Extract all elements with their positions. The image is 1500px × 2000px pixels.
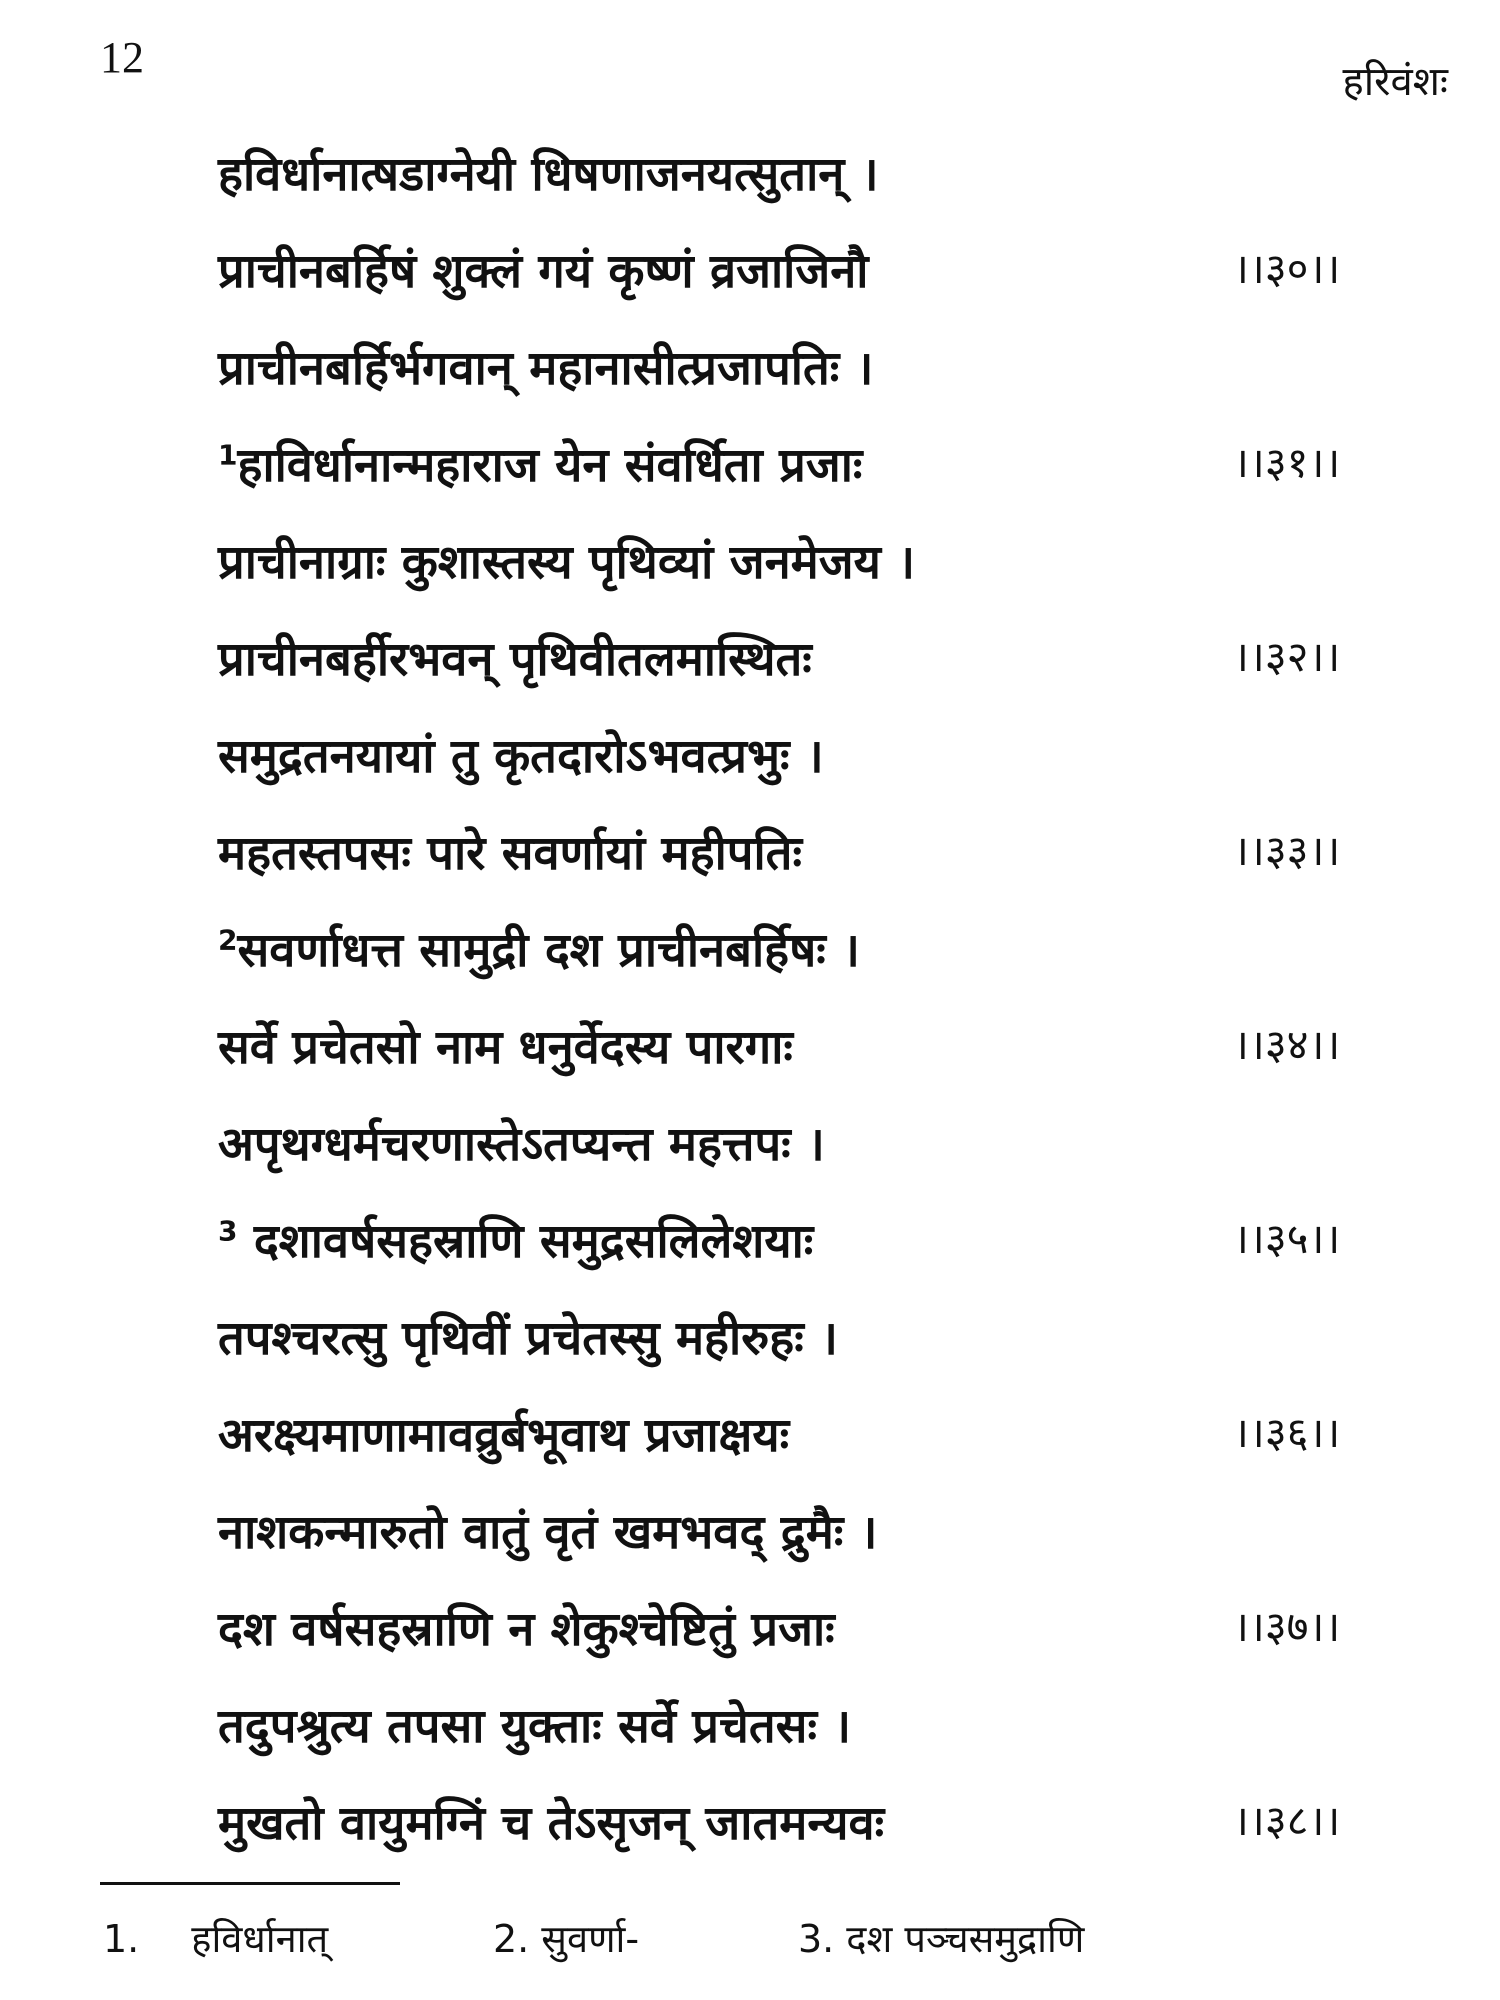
verse-text bbox=[218, 237, 868, 301]
verse-text-body: अरक्ष्यमाणामावव्रुर्बभूवाथ प्रजाक्षयः bbox=[218, 1408, 790, 1463]
verse-text-body: हविर्धानात्षडाग्नेयी धिषणाजनयत्सुतान् । bbox=[218, 147, 879, 202]
footnote bbox=[103, 1912, 328, 1964]
verse-text bbox=[218, 1304, 838, 1368]
verse-text-body: दश वर्षसहस्राणि न शेकुश्चेष्टितुं प्रजाः bbox=[218, 1602, 835, 1657]
footnote-number: 1. bbox=[103, 1917, 140, 1961]
verse-number: ।।३२।। bbox=[1233, 632, 1341, 681]
verse-number: ।।३०।। bbox=[1233, 244, 1341, 293]
page-number: 12 bbox=[100, 33, 144, 82]
verse-text bbox=[218, 1498, 878, 1562]
footnote bbox=[493, 1912, 639, 1964]
verse-line bbox=[0, 811, 1500, 908]
verse-text-body: मुखतो वायुमग्निं च तेऽसृजन् जातमन्यवः bbox=[218, 1796, 885, 1851]
verse-line bbox=[0, 1781, 1500, 1878]
verse-text bbox=[218, 1013, 793, 1077]
footnote-number: 3. bbox=[798, 1917, 835, 1961]
verse-line bbox=[0, 423, 1500, 520]
verse-number: ।।३५।। bbox=[1233, 1214, 1341, 1263]
verse-text bbox=[218, 916, 860, 980]
verse-text-body: समुद्रतनयायां तु कृतदारोऽभवत्प्रभुः । bbox=[218, 729, 824, 784]
verse-text-body: प्राचीनबर्हिर्भगवान् महानासीत्प्रजापतिः । bbox=[218, 341, 874, 396]
verse-line bbox=[0, 1684, 1500, 1781]
verse-number: ।।३७।। bbox=[1233, 1602, 1341, 1651]
verse-line bbox=[0, 714, 1500, 811]
verse-text bbox=[218, 819, 802, 883]
verse-text-body: नाशकन्मारुतो वातुं वृतं खमभवद् द्रुमैः । bbox=[218, 1505, 878, 1560]
verse-number: ।।३४।। bbox=[1233, 1020, 1341, 1069]
verse-text bbox=[218, 1692, 851, 1756]
verse-text bbox=[218, 334, 873, 398]
verse-text-body: सवर्णाधत्त सामुद्री दश प्राचीनबर्हिषः । bbox=[237, 923, 860, 978]
footnote-marker: 3 bbox=[218, 1214, 238, 1248]
verse-text bbox=[218, 1110, 825, 1174]
verse-text-body: महतस्तपसः पारे सवर्णायां महीपतिः bbox=[218, 826, 802, 881]
running-head: हरिवंशः bbox=[1342, 59, 1448, 105]
verse-text bbox=[218, 1401, 789, 1465]
verse-text bbox=[218, 140, 879, 204]
verse-text bbox=[218, 1207, 813, 1271]
verse-text-body: सर्वे प्रचेतसो नाम धनुर्वेदस्य पारगाः bbox=[218, 1020, 793, 1075]
verse-block bbox=[0, 132, 1500, 1878]
footnote-text: सुवर्णा- bbox=[541, 1917, 640, 1961]
verse-text bbox=[218, 1595, 835, 1659]
verse-number: ।।३३।। bbox=[1233, 826, 1341, 875]
verse-text-body: प्राचीनबर्हिषं शुक्लं गयं कृष्णं व्रजाजिनौ bbox=[218, 244, 869, 299]
verse-text-body: प्राचीनबर्हीरभवन् पृथिवीतलमास्थितः bbox=[218, 632, 812, 687]
footnote-text: दश पञ्चसमुद्राणि bbox=[846, 1917, 1085, 1961]
verse-line bbox=[0, 1393, 1500, 1490]
footnotes bbox=[0, 1912, 1500, 1972]
footnote-marker: 2 bbox=[218, 923, 238, 957]
footnote-text: हविर्धानात् bbox=[191, 1917, 329, 1961]
verse-line bbox=[0, 908, 1500, 1005]
footnote-separator bbox=[100, 1882, 400, 1885]
verse-text-body: हाविर्धानान्महाराज येन संवर्धिता प्रजाः bbox=[237, 438, 863, 493]
verse-text-body: तदुपश्रुत्य तपसा युक्ताः सर्वे प्रचेतसः । bbox=[218, 1699, 852, 1754]
verse-number: ।।३६।। bbox=[1233, 1408, 1341, 1457]
verse-line bbox=[0, 1587, 1500, 1684]
verse-text-body: दशावर्षसहस्राणि समुद्रसलिलेशयाः bbox=[237, 1214, 814, 1269]
footnote-marker: 1 bbox=[218, 438, 238, 472]
verse-text bbox=[218, 625, 812, 689]
verse-line bbox=[0, 617, 1500, 714]
verse-line bbox=[0, 1005, 1500, 1102]
verse-line bbox=[0, 1102, 1500, 1199]
verse-line bbox=[0, 1199, 1500, 1296]
verse-line bbox=[0, 326, 1500, 423]
verse-line bbox=[0, 520, 1500, 617]
verse-line bbox=[0, 229, 1500, 326]
verse-text-body: अपृथग्धर्मचरणास्तेऽतप्यन्त महत्तपः । bbox=[218, 1117, 825, 1172]
verse-number: ।।३८।। bbox=[1233, 1796, 1341, 1845]
footnote bbox=[798, 1912, 1084, 1964]
verse-text bbox=[218, 528, 915, 592]
verse-text bbox=[218, 1789, 884, 1853]
verse-line bbox=[0, 132, 1500, 229]
verse-text-body: प्राचीनाग्राः कुशास्तस्य पृथिव्यां जनमेजय । bbox=[218, 535, 916, 590]
verse-number: ।।३१।। bbox=[1233, 438, 1341, 487]
verse-line bbox=[0, 1296, 1500, 1393]
verse-text bbox=[218, 722, 824, 786]
verse-text-body: तपश्चरत्सु पृथिवीं प्रचेतस्सु महीरुहः । bbox=[218, 1311, 838, 1366]
verse-text bbox=[218, 431, 862, 495]
verse-line bbox=[0, 1490, 1500, 1587]
footnote-number: 2. bbox=[493, 1917, 530, 1961]
